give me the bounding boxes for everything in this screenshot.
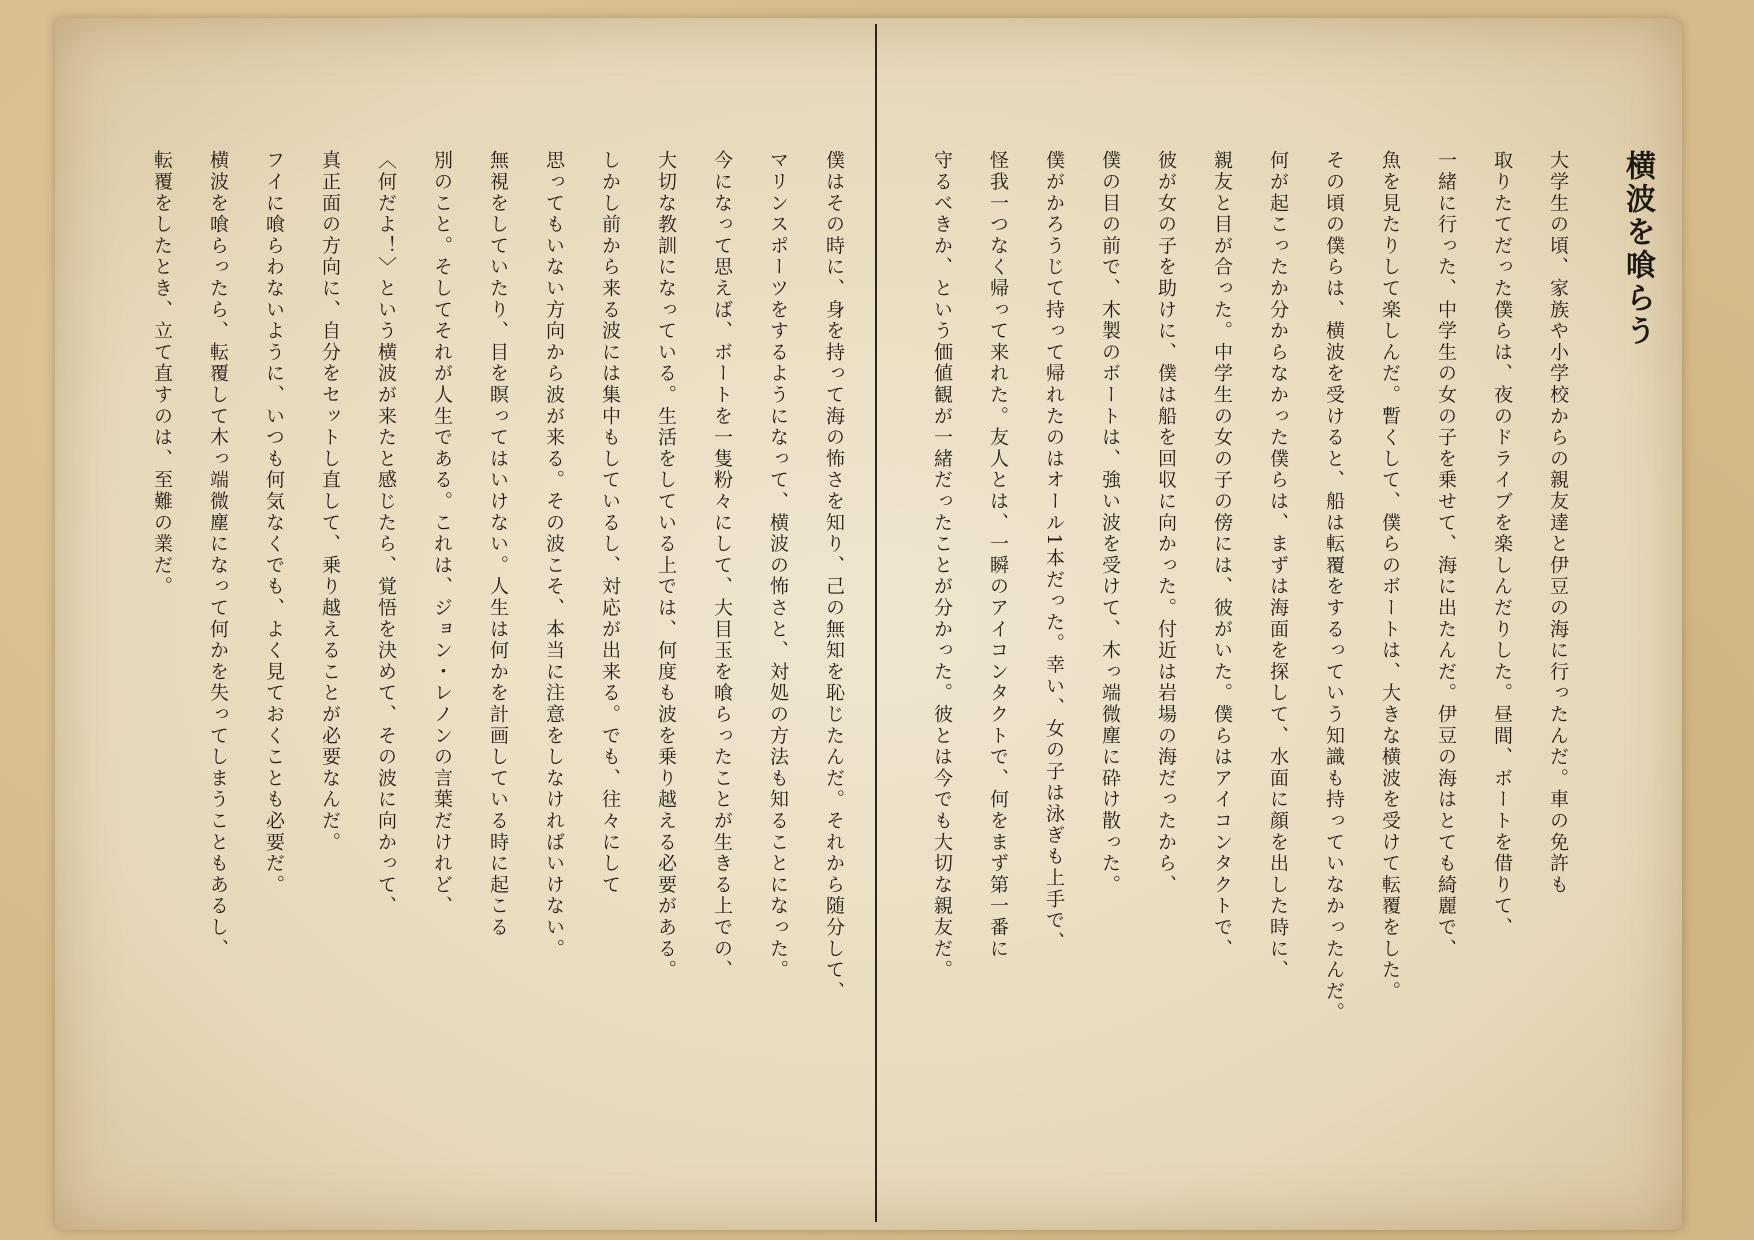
document-line: 取りたてだった僕らは、夜のドライブを楽しんだりした。昼間、ボートを借りて、 — [1491, 150, 1513, 939]
document-line: 僕はその時に、身を持って海の怖さを知り、己の無知を恥じたんだ。それから随分して、 — [823, 150, 845, 1002]
text-line-22 — [320, 150, 339, 1190]
document-line: マリンスポーツをするようになって、横波の怖さと、対処の方法も知ることになった。 — [767, 150, 789, 981]
text-line-2 — [1492, 150, 1511, 1190]
text-line-25 — [152, 150, 171, 1190]
document-line: 無視をしていたり、目を瞑ってはいけない。人生は何かを計画している時に起こる — [487, 150, 509, 939]
document-line: 一緒に行った、中学生の女の子を乗せて、海に出たんだ。伊豆の海はとても綺麗で、 — [1435, 150, 1457, 960]
document-line: 真正面の方向に、自分をセットし直して、乗り越えることが必要なんだ。 — [319, 150, 341, 853]
document-line: しかし前から来る波には集中もしているし、対応が出来る。でも、往々にして — [599, 150, 621, 896]
text-line-5 — [1324, 150, 1343, 1190]
document-line: 〈何だよ！〉という横波が来たと感じたら、覚悟を決めて、その波に向かって、 — [375, 150, 397, 917]
document-line: 今になって思えば、ボートを一隻粉々にして、大目玉を喰らったことが生きる上での、 — [711, 150, 733, 981]
page-divider-line — [875, 24, 877, 1222]
text-line-3 — [1436, 150, 1455, 1190]
document-line: 僕の目の前で、木製のボートは、強い波を受けて、木っ端微塵に砕け散った。 — [1099, 150, 1121, 896]
document-line: 僕がかろうじて持って帰れたのはオール1本だった。幸い、女の子は泳ぎも上手で、 — [1043, 150, 1065, 953]
text-line-7 — [1212, 150, 1231, 1190]
text-line-18 — [544, 150, 563, 1190]
text-line-11 — [988, 150, 1007, 1190]
document-line: 横波を喰らったら、転覆して木っ端微塵になって何かを失ってしまうこともあるし、 — [207, 150, 229, 960]
document-line: 転覆をしたとき、立て直すのは、至難の業だ。 — [151, 150, 173, 598]
text-line-12 — [932, 150, 951, 1190]
document-line: 怪我一つなく帰って来れた。友人とは、一瞬のアイコンタクトで、何をまず第一番に — [987, 150, 1009, 960]
document-line: 大切な教訓になっている。生活をしている上では、何度も波を乗り越える必要がある。 — [655, 150, 677, 981]
text-line-14 — [768, 150, 787, 1190]
document-line: 彼が女の子を助けに、僕は船を回収に向かった。付近は岩場の海だったから、 — [1155, 150, 1177, 896]
text-line-17 — [600, 150, 619, 1190]
document-line: 何が起こったか分からなかった僕らは、まずは海面を探して、水面に顔を出した時に、 — [1267, 150, 1289, 981]
document-line: 魚を見たりして楽しんだ。暫くして、僕らのボートは、大きな横波を受けて転覆をした。 — [1379, 150, 1401, 1002]
text-line-9 — [1100, 150, 1119, 1190]
text-line-6 — [1268, 150, 1287, 1190]
text-line-1 — [1548, 150, 1567, 1190]
text-line-16 — [656, 150, 675, 1190]
text-line-19 — [488, 150, 507, 1190]
text-line-10 — [1044, 150, 1063, 1190]
document-line: 思ってもいない方向から波が来る。その波こそ、本当に注意をしなければいけない。 — [543, 150, 565, 960]
document-line: 守るべきか、という価値観が一緒だったことが分かった。彼とは今でも大切な親友だ。 — [931, 150, 953, 981]
document-title: 横波を喰らう — [1620, 150, 1655, 348]
text-line-20 — [432, 150, 451, 1190]
document-line: 大学生の頃、家族や小学校からの親友達と伊豆の海に行ったんだ。車の免許も — [1547, 150, 1569, 896]
text-line-8 — [1156, 150, 1175, 1190]
text-line-24 — [208, 150, 227, 1190]
document-line: その頃の僕らは、横波を受けると、船は転覆をするっていう知識も持っていなかったんだ。 — [1323, 150, 1345, 1024]
document-line: 別のこと。そしてそれが人生である。これは、ジョン・レノンの言葉だけれど、 — [431, 150, 453, 917]
text-line-15 — [712, 150, 731, 1190]
text-line-13 — [824, 150, 843, 1190]
text-line-23 — [264, 150, 283, 1190]
text-line-21 — [376, 150, 395, 1190]
document-line: 親友と目が合った。中学生の女の子の傍には、彼がいた。僕らはアイコンタクトで、 — [1211, 150, 1233, 960]
document-line: フイに喰らわないように、いつも何気なくでも、よく見ておくことも必要だ。 — [263, 150, 285, 896]
text-line-4 — [1380, 150, 1399, 1190]
